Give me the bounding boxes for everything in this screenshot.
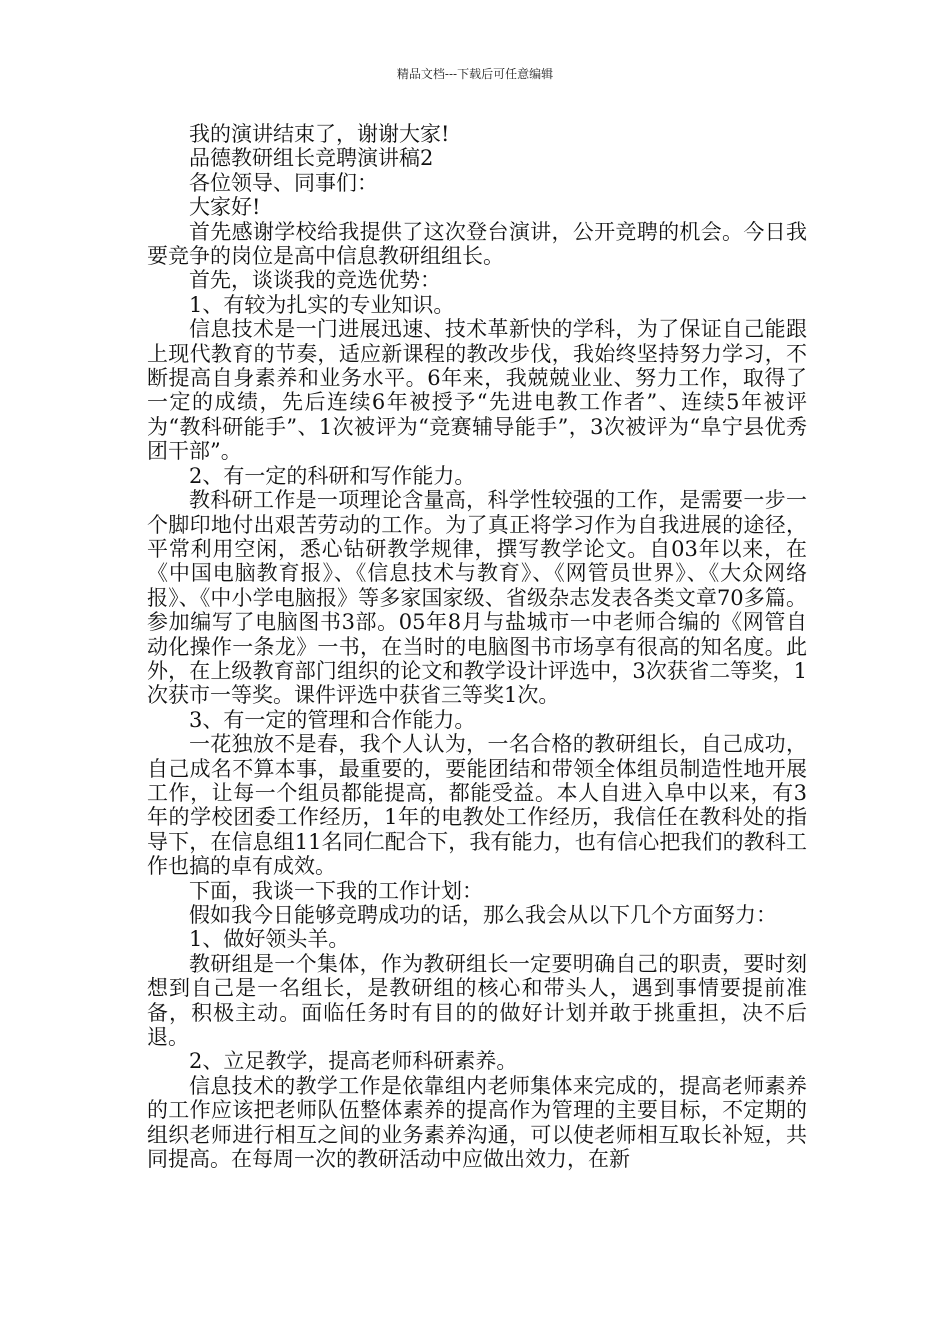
paragraph: 信息技术是一门进展迅速、技术革新快的学科，为了保证自己能跟上现代教育的节奏，适应新课程的教改步伐，我始终坚持努力学习，不断提高自身素养和业务水平。6年来，我兢兢业业、努力工作，取得了一定的成绩，先后连续6年被授予“先进电教工作者”、连续5年被评为“教科研能手”、1次被评为“竞赛辅导能手”，3次被评为“阜宁县优秀团干部”。 [147, 317, 807, 464]
paragraph: 假如我今日能够竞聘成功的话，那么我会从以下几个方面努力： [189, 903, 777, 927]
paragraph: 首先感谢学校给我提供了这次登台演讲，公开竞聘的机会。今日我要竞争的岗位是高中信息教研组组长。 [147, 219, 807, 269]
list-heading: 2、有一定的科研和写作能力。 [189, 463, 476, 488]
page-header: 精品文档---下载后可任意编辑 [396, 67, 554, 81]
paragraph: 信息技术的教学工作是依靠组内老师集体来完成的，提高老师素养的工作应该把老师队伍整体素养的提高作为管理的主要目标，不定期的组织老师进行相互之间的业务素养沟通，可以使老师相互取长补短，共同提高。在每周一次的教研活动中应做出效力，在新 [147, 1073, 807, 1172]
list-heading: 1、有较为扎实的专业知识。 [189, 292, 455, 317]
list-heading: 2、立足教学，提高老师科研素养。 [189, 1049, 518, 1074]
paragraph: 教研组是一个集体，作为教研组长一定要明确自己的职责，要时刻想到自己是一名组长，是教研组的核心和带头人，遇到事情要提前准备，积极主动。面临任务时有目的的做好计划并敢于挑重担，决不后退。 [147, 951, 807, 1050]
greeting: 大家好! [189, 195, 261, 220]
document-body [147, 122, 807, 1171]
paragraph: 一花独放不是春，我个人认为，一名合格的教研组长，自己成功，自己成名不算本事，最重要的，要能团结和带领全体组员制造性地开展工作，让每一个组员都能提高，都能受益。本人自进入阜中以来，有3年的学校团委工作经历，1年的电教处工作经历，我信任在教科处的指导下，在信息组11名同仁配合下，我有能力，也有信心把我们的教科工作也搞的卓有成效。 [147, 732, 807, 879]
list-heading: 3、有一定的管理和合作能力。 [189, 707, 476, 732]
paragraph: 我的演讲结束了，谢谢大家! [189, 122, 450, 146]
paragraph: 教科研工作是一项理论含量高，科学性较强的工作，是需要一步一个脚印地付出艰苦劳动的工作。为了真正将学习作为自我进展的途径，平常利用空闲，悉心钻研教学规律，撰写教学论文。自03年以来，在《中国电脑教育报》、《信息技术与教育》、《网管员世界》、《大众网络报》、《中小学电脑报》等多家国家级、省级杂志发表各类文章70多篇。参加编写了电脑图书3部。05年8月与盐城市一中老师合编的《网管自动化操作一条龙》一书，在当时的电脑图书市场享有很高的知名度。此外，在上级教育部门组织的论文和教学设计评选中，3次获省二等奖，1次获市一等奖。课件评选中获省三等奖1次。 [147, 488, 807, 708]
section-heading: 下面，我谈一下我的工作计划： [189, 878, 483, 903]
document-title: 品德教研组长竞聘演讲稿2 [189, 146, 434, 171]
salutation: 各位领导、同事们： [189, 170, 378, 195]
list-heading: 1、做好领头羊。 [189, 927, 350, 952]
section-heading: 首先，谈谈我的竞选优势： [189, 268, 441, 293]
